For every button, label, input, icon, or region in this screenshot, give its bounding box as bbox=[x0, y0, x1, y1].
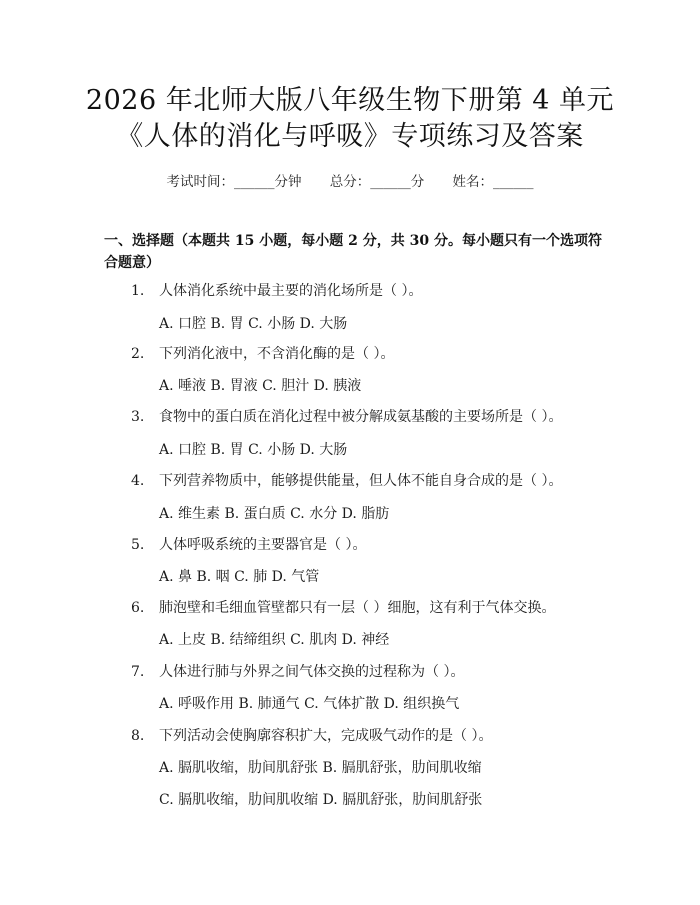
section-heading: 一、选择题（本题共 15 小题，每小题 2 分，共 30 分。每小题只有一个选项符合题意） bbox=[104, 233, 602, 271]
document-title-line-2: 《人体的消化与呼吸》专项练习及答案 bbox=[116, 121, 584, 152]
question-8-options-row-1: A. 膈肌收缩，肋间肌舒张 B. 膈肌舒张，肋间肌收缩 bbox=[159, 760, 482, 776]
question-7-options: A. 呼吸作用 B. 肺通气 C. 气体扩散 D. 组织换气 bbox=[159, 696, 460, 712]
question-number: 3. bbox=[131, 409, 145, 425]
question-4 bbox=[131, 471, 611, 491]
exam-meta bbox=[0, 170, 700, 190]
question-text: 人体呼吸系统的主要器官是（ ）。 bbox=[159, 537, 367, 553]
question-text: 人体消化系统中最主要的消化场所是（ ）。 bbox=[159, 283, 423, 299]
question-6 bbox=[131, 598, 611, 618]
exam-time-field: 考试时间：______分钟 bbox=[166, 174, 302, 190]
question-number: 5. bbox=[131, 537, 145, 553]
total-score-field: 总分：______分 bbox=[329, 174, 425, 190]
question-text: 下列活动会使胸廓容积扩大，完成吸气动作的是（ ）。 bbox=[159, 728, 493, 744]
question-1 bbox=[131, 281, 611, 301]
question-number: 7. bbox=[131, 664, 145, 680]
question-number: 8. bbox=[131, 728, 145, 744]
question-text: 食物中的蛋白质在消化过程中被分解成氨基酸的主要场所是（ ）。 bbox=[159, 409, 563, 425]
question-number: 6. bbox=[131, 600, 145, 616]
question-3-options: A. 口腔 B. 胃 C. 小肠 D. 大肠 bbox=[159, 442, 348, 458]
question-5-options: A. 鼻 B. 咽 C. 肺 D. 气管 bbox=[159, 569, 320, 585]
question-2-options: A. 唾液 B. 胃液 C. 胆汁 D. 胰液 bbox=[159, 378, 362, 394]
question-text: 肺泡壁和毛细血管壁都只有一层（ ）细胞，这有利于气体交换。 bbox=[159, 600, 556, 616]
question-text: 人体进行肺与外界之间气体交换的过程称为（ ）。 bbox=[159, 664, 465, 680]
question-8 bbox=[131, 726, 611, 746]
document-title-line-1: 2026 年北师大版八年级生物下册第 4 单元 bbox=[85, 85, 615, 116]
question-5 bbox=[131, 535, 611, 555]
student-name-field: 姓名：______ bbox=[452, 174, 534, 190]
question-8-options-row-2: C. 膈肌收缩，肋间肌收缩 D. 膈肌舒张，肋间肌舒张 bbox=[159, 792, 483, 808]
question-6-options: A. 上皮 B. 结缔组织 C. 肌肉 D. 神经 bbox=[159, 632, 390, 648]
question-text: 下列消化液中，不含消化酶的是（ ）。 bbox=[159, 346, 395, 362]
question-number: 2. bbox=[131, 346, 145, 362]
question-2 bbox=[131, 344, 611, 364]
question-number: 4. bbox=[131, 473, 145, 489]
question-text: 下列营养物质中，能够提供能量，但人体不能自身合成的是（ ）。 bbox=[159, 473, 563, 489]
question-number: 1. bbox=[131, 283, 145, 299]
question-4-options: A. 维生素 B. 蛋白质 C. 水分 D. 脂肪 bbox=[159, 506, 390, 522]
question-1-options: A. 口腔 B. 胃 C. 小肠 D. 大肠 bbox=[159, 316, 348, 332]
question-7 bbox=[131, 662, 611, 682]
question-3 bbox=[131, 407, 611, 427]
